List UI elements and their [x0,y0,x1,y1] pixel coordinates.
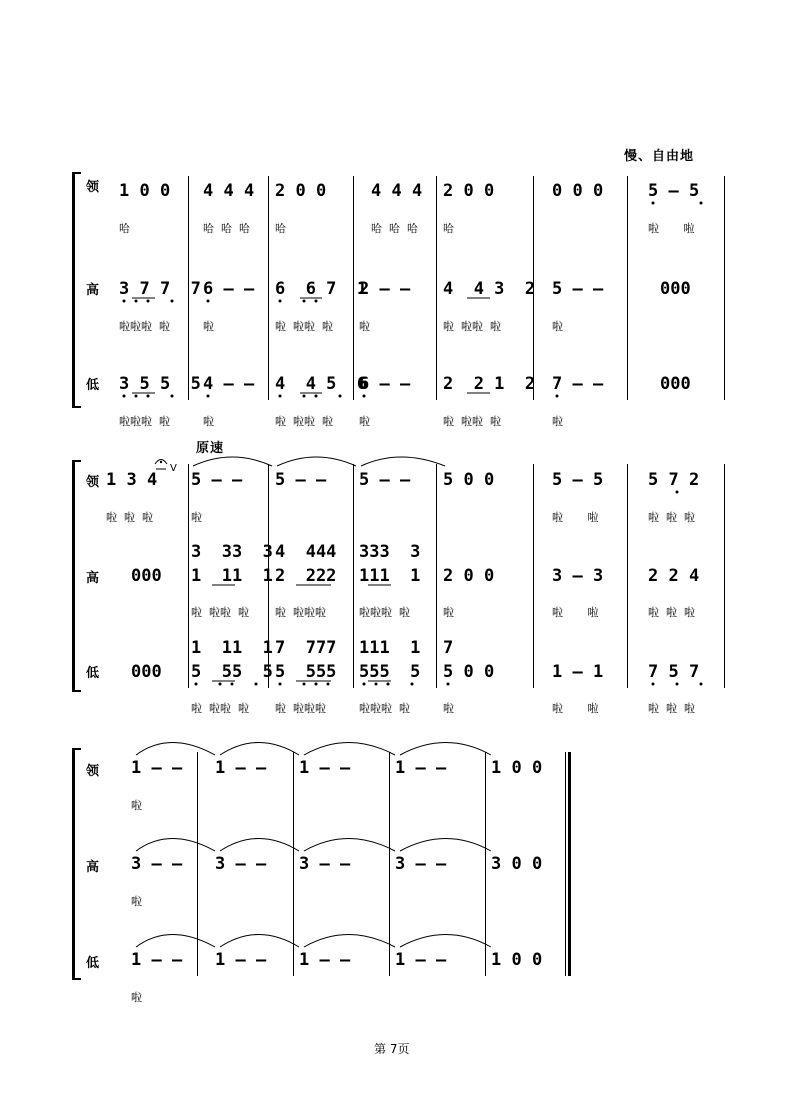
s1-lead-lyric-2: 哈 哈 哈 [203,222,250,235]
s2-low-m1: 000 [131,662,162,682]
s3-high-m2: 3 – – [215,854,267,874]
s2-high-top-m4: 333 3 [359,542,421,562]
s2-high-lyric-4: 啦 [443,606,454,619]
octave-dot [447,683,450,686]
s1-lead-m2: 4 4 4 [203,181,255,201]
s2-high-m2: 1 11 1 [191,566,273,586]
octave-dot [135,395,138,398]
slur [220,839,299,852]
octave-dot [676,491,679,494]
s1-low-m4: 6 – – [359,374,411,394]
octave-dot [147,300,150,303]
octave-dot [219,683,222,686]
s1-high-m6: 5 – – [552,279,604,299]
octave-dot [279,300,282,303]
s2-lead-m2: 5 – – [191,470,243,490]
s1-low-m5: 2 2 1 2 [443,374,536,394]
s1-lead-lyric-1: 哈 [119,222,130,235]
slur [277,457,356,466]
fermata-dot [160,461,162,463]
s1-lead-m1: 1 0 0 [119,181,171,201]
s2-high-lyric-1: 啦 啦啦 啦 [191,606,249,619]
s2-low-m7: 7 5 7 [648,662,700,682]
s1-high-lyric-6: 啦 [552,320,563,333]
s1-high-lyric-3: 啦 啦啦 啦 [275,320,333,333]
s1-low-m7: 000 [660,374,691,394]
octave-dot [171,300,174,303]
system2-label-high: 高 [86,571,100,586]
tempo-original: 原速 [196,441,225,456]
s1-lead-lyric-3: 哈 [275,222,286,235]
s2-low-m4: 555 5 [359,662,421,682]
s1-low-lyric-1: 啦啦啦 啦 [119,415,170,428]
s2-lead-lyric-4: 啦 啦 啦 [648,511,695,524]
octave-dot [231,683,234,686]
slur [136,935,215,948]
s2-high-top-m2: 3 33 3 [191,542,273,562]
system1-label-low: 低 [86,378,100,393]
s3-low-m3: 1 – – [299,950,351,970]
s1-high-m2: 6 – – [203,279,255,299]
s1-high-lyric-1: 啦啦啦 啦 [119,320,170,333]
octave-dot [700,683,703,686]
s2-high-top-m3: 4 444 [275,542,337,562]
page-number: 第 7页 [374,1042,410,1056]
s2-lead-lyric-3: 啦 啦 [552,511,599,524]
s3-lead-m1: 1 – – [131,758,183,778]
s2-low-top-m2: 1 11 1 [191,638,273,658]
s2-lead-lyric-1: 啦 啦 啦 [106,511,153,524]
s2-low-top-m3: 7 777 [275,638,337,658]
s1-low-lyric-5: 啦 啦啦 啦 [443,415,501,428]
octave-dot [327,683,330,686]
s1-low-lyric-4: 啦 [359,415,370,428]
s2-high-lyric-5: 啦 啦 [552,606,599,619]
s3-low-m2: 1 – – [215,950,267,970]
s3-lead-m4: 1 – – [395,758,447,778]
s3-low-lyric: 啦 [131,991,142,1004]
s2-high-lyric-6: 啦 啦 啦 [648,606,695,619]
s3-lead-m2: 1 – – [215,758,267,778]
octave-dot [700,202,703,205]
s2-lead-m3: 5 – – [275,470,327,490]
s2-lead-m1: 1 3 4 [106,470,158,490]
s2-high-m1: 000 [131,566,162,586]
octave-dot [171,395,174,398]
octave-dot [556,395,559,398]
s2-low-lyric-2: 啦 啦啦啦 [275,702,326,715]
octave-dot [339,395,342,398]
octave-dot [363,683,366,686]
slur [136,839,215,852]
s2-low-m5: 5 0 0 [443,662,495,682]
s1-lead-m6: 0 0 0 [552,181,604,201]
octave-dot [315,395,318,398]
system2-label-low: 低 [86,666,100,681]
system3-label-low: 低 [86,956,100,971]
s2-low-lyric-3: 啦啦啦 啦 [359,702,410,715]
slur [220,935,299,948]
s2-low-top-m5: 7 [443,638,454,658]
s2-lead-m5: 5 0 0 [443,470,495,490]
s2-high-lyric-2: 啦 啦啦啦 [275,606,326,619]
system1-label-high: 高 [86,283,100,298]
octave-dot [303,300,306,303]
octave-dot [255,683,258,686]
octave-dot [411,683,414,686]
s3-high-m3: 3 – – [299,854,351,874]
s3-high-m5: 3 0 0 [491,854,543,874]
s1-high-m7: 000 [660,279,691,299]
slur [193,457,272,466]
system3-label-high: 高 [86,860,100,875]
s2-low-m3: 5 555 [275,662,337,682]
octave-dot [135,300,138,303]
s3-lead-m5: 1 0 0 [491,758,543,778]
s1-low-m3: 4 4 5 6 [275,374,368,394]
octave-dot [315,683,318,686]
s2-low-m6: 1 – 1 [552,662,604,682]
s2-high-m3: 2 222 [275,566,337,586]
s2-lead-m4: 5 – – [359,470,411,490]
octave-dot [147,395,150,398]
breath-mark: V [170,463,177,474]
octave-dot [207,300,210,303]
s2-low-lyric-5: 啦 啦 [552,702,599,715]
s1-lead-m3: 2 0 0 [275,181,327,201]
octave-dot [375,683,378,686]
s1-low-m6: 7 – – [552,374,604,394]
s2-lead-lyric-2: 啦 [191,511,202,524]
s3-low-m1: 1 – – [131,950,183,970]
octave-dot [303,395,306,398]
s1-high-lyric-5: 啦 啦啦 啦 [443,320,501,333]
s1-lead-m5: 2 0 0 [443,181,495,201]
s1-high-lyric-2: 啦 [203,320,214,333]
s2-high-m5: 2 0 0 [443,566,495,586]
octave-dot [315,300,318,303]
octave-dot [652,202,655,205]
octave-dot [195,683,198,686]
octave-dot [279,395,282,398]
slur [400,935,491,948]
s3-low-m5: 1 0 0 [491,950,543,970]
s3-low-m4: 1 – – [395,950,447,970]
s1-low-m1: 3 5 5 5 [119,374,201,394]
octave-dot [387,683,390,686]
s3-high-lyric: 啦 [131,895,142,908]
slur [304,935,395,948]
s2-low-lyric-6: 啦 啦 啦 [648,702,695,715]
system1-label-lead: 领 [86,180,100,195]
slur [400,839,491,852]
slur [220,743,299,756]
octave-dot [279,683,282,686]
system3-label-lead: 领 [86,764,100,779]
s2-high-m4: 111 1 [359,566,421,586]
slur [400,743,491,756]
slur [304,839,395,852]
s2-low-lyric-1: 啦 啦啦 啦 [191,702,249,715]
s3-lead-m3: 1 – – [299,758,351,778]
octave-dot [303,683,306,686]
octave-dot [123,300,126,303]
octave-dot [207,395,210,398]
s1-lead-m4: 4 4 4 [371,181,423,201]
s1-high-lyric-4: 啦 [359,320,370,333]
slur [361,457,445,466]
s1-high-m1: 3 7 7 7 [119,279,201,299]
tempo-slow-free: 慢、自由地 [624,149,695,164]
s1-low-m2: 4 – – [203,374,255,394]
system2-label-lead: 领 [86,475,100,490]
s2-low-lyric-4: 啦 [443,702,454,715]
s1-lead-lyric-6: 啦 啦 [648,222,695,235]
s3-lead-lyric: 啦 [131,799,142,812]
s1-high-m5: 4 4 3 2 [443,279,536,299]
s2-low-top-m4: 111 1 [359,638,421,658]
s3-high-m4: 3 – – [395,854,447,874]
octave-dot [363,395,366,398]
slur [304,743,395,756]
s1-low-lyric-3: 啦 啦啦 啦 [275,415,333,428]
s2-high-m7: 2 2 4 [648,566,700,586]
s1-high-m4: 2 – – [359,279,411,299]
s2-high-lyric-3: 啦啦啦 啦 [359,606,410,619]
s1-lead-m7: 5 – 5 [648,181,700,201]
s1-lead-lyric-5: 哈 [443,222,454,235]
s2-lead-m7: 5 7 2 [648,470,700,490]
slur [136,743,215,756]
s1-high-m3: 6 6 7 1 [275,279,368,299]
octave-dot [676,683,679,686]
s2-lead-m6: 5 – 5 [552,470,604,490]
octave-dot [123,395,126,398]
s1-low-lyric-2: 啦 [203,415,214,428]
s3-high-m1: 3 – – [131,854,183,874]
s2-high-m6: 3 – 3 [552,566,604,586]
s2-low-m2: 5 55 5 [191,662,273,682]
octave-dot [652,683,655,686]
s1-lead-lyric-4: 哈 哈 哈 [371,222,418,235]
s1-low-lyric-6: 啦 [552,415,563,428]
